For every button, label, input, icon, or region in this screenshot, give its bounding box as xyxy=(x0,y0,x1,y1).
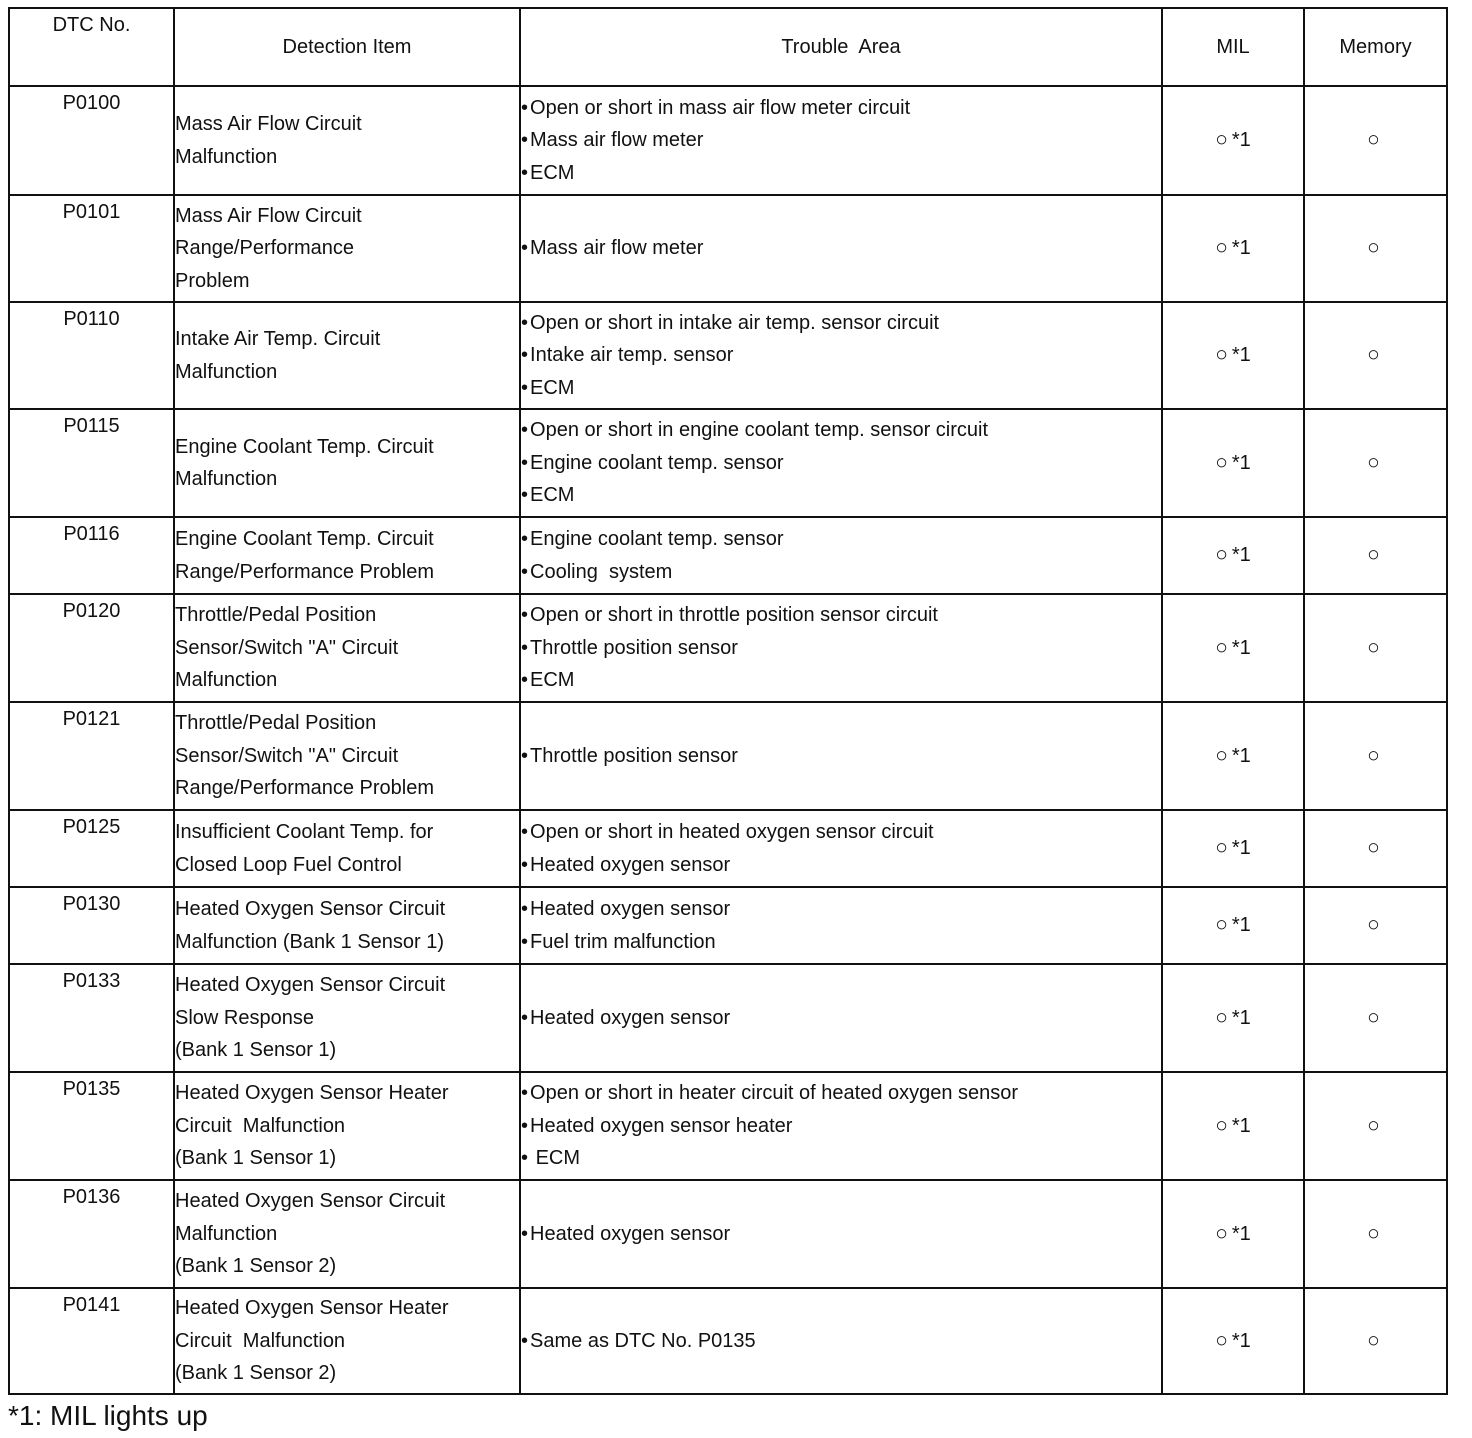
circle-mark-icon: ○ xyxy=(1215,450,1228,474)
header-dtc-no: DTC No. xyxy=(9,8,174,86)
trouble-area-item xyxy=(521,523,1161,556)
detection-item-line: Malfunction xyxy=(175,145,278,168)
trouble-area-item xyxy=(521,1325,1161,1358)
mil-cell xyxy=(1162,409,1304,517)
detection-item-line: Throttle/Pedal Position xyxy=(175,604,377,627)
table-row xyxy=(9,86,1447,195)
trouble-area-text: Heated oxygen sensor xyxy=(530,1006,731,1029)
trouble-area-item xyxy=(521,632,1161,665)
detection-item xyxy=(174,594,520,702)
detection-item-line: Closed Loop Fuel Control xyxy=(175,853,402,876)
trouble-area xyxy=(520,302,1162,409)
table-row xyxy=(9,1180,1447,1288)
table-row xyxy=(9,594,1447,702)
table-row xyxy=(9,887,1447,964)
detection-item-line: Intake Air Temp. Circuit xyxy=(175,328,381,350)
memory-cell xyxy=(1304,517,1447,594)
circle-mark-icon: ○ xyxy=(1367,343,1380,367)
detection-item-line: Insufficient Coolant Temp. for xyxy=(175,821,434,843)
trouble-area-item xyxy=(521,157,1161,190)
mil-cell xyxy=(1162,887,1304,964)
trouble-area-text: Throttle position sensor xyxy=(530,744,738,767)
dtc-code: P0125 xyxy=(9,810,174,887)
memory-cell xyxy=(1304,1072,1447,1180)
detection-item-line: Circuit Malfunction xyxy=(175,1329,346,1352)
detection-item-line: (Bank 1 Sensor 2) xyxy=(175,1362,337,1385)
trouble-area xyxy=(520,887,1162,964)
header-memory: Memory xyxy=(1304,8,1447,86)
trouble-area-text: Open or short in intake air temp. sensor circuit xyxy=(530,311,940,334)
trouble-area-text: ECM xyxy=(530,484,575,507)
circle-mark-icon: ○ xyxy=(1367,836,1380,860)
trouble-area-text: Mass air flow meter xyxy=(530,129,704,152)
circle-mark-icon: ○ xyxy=(1367,236,1380,260)
mil-note: *1 xyxy=(1231,544,1251,567)
table-row xyxy=(9,964,1447,1072)
memory-cell xyxy=(1304,810,1447,887)
trouble-area-item xyxy=(521,232,1161,265)
circle-mark-icon: ○ xyxy=(1367,128,1380,152)
dtc-code: P0120 xyxy=(9,594,174,702)
circle-mark-icon: ○ xyxy=(1215,743,1228,767)
trouble-area-text: Engine coolant temp. sensor xyxy=(530,451,784,474)
memory-cell xyxy=(1304,887,1447,964)
dtc-code: P0130 xyxy=(9,887,174,964)
trouble-area-item xyxy=(521,447,1161,480)
circle-mark-icon: ○ xyxy=(1215,1328,1228,1352)
mil-cell xyxy=(1162,517,1304,594)
trouble-area-item xyxy=(521,307,1161,340)
circle-mark-icon: ○ xyxy=(1215,1005,1228,1029)
mil-note: *1 xyxy=(1231,1114,1251,1137)
memory-cell xyxy=(1304,594,1447,702)
trouble-area-text: ECM xyxy=(530,669,575,692)
trouble-area-text: Heated oxygen sensor xyxy=(530,898,731,920)
trouble-area-text: Open or short in heater circuit of heated oxygen sensor xyxy=(530,1082,1019,1105)
trouble-area-item xyxy=(521,339,1161,372)
mil-cell xyxy=(1162,810,1304,887)
dtc-code: P0121 xyxy=(9,702,174,810)
trouble-area-item xyxy=(521,816,1161,849)
trouble-area-item xyxy=(521,1002,1161,1035)
mil-cell xyxy=(1162,1288,1304,1394)
mil-note: *1 xyxy=(1231,837,1251,860)
trouble-area xyxy=(520,810,1162,887)
trouble-area-text: Throttle position sensor xyxy=(530,636,738,659)
detection-item-line: (Bank 1 Sensor 1) xyxy=(175,1147,337,1170)
trouble-area-item xyxy=(521,1218,1161,1251)
mil-note: *1 xyxy=(1231,1222,1251,1245)
trouble-area-item xyxy=(521,926,1161,959)
trouble-area-item xyxy=(521,124,1161,157)
memory-cell xyxy=(1304,86,1447,195)
trouble-area xyxy=(520,702,1162,810)
trouble-area-item xyxy=(521,479,1161,512)
trouble-area-item xyxy=(521,599,1161,632)
detection-item-line: Sensor/Switch "A" Circuit xyxy=(175,636,399,659)
detection-item-line: Heated Oxygen Sensor Circuit xyxy=(175,1190,446,1213)
trouble-area xyxy=(520,1072,1162,1180)
footnote: *1: MIL lights up xyxy=(8,1400,208,1431)
dtc-code: P0141 xyxy=(9,1288,174,1394)
trouble-area xyxy=(520,1288,1162,1394)
detection-item-line: Range/Performance xyxy=(175,237,354,260)
detection-item-line: Mass Air Flow Circuit xyxy=(175,204,362,227)
trouble-area-item xyxy=(521,664,1161,697)
trouble-area-item xyxy=(521,849,1161,882)
trouble-area-item xyxy=(521,92,1161,125)
trouble-area-text: Same as DTC No. P0135 xyxy=(530,1329,756,1352)
table-row xyxy=(9,195,1447,302)
header-trouble-area: Trouble Area xyxy=(520,8,1162,86)
detection-item-line: Heated Oxygen Sensor Circuit xyxy=(175,974,446,997)
table-row xyxy=(9,1072,1447,1180)
table-row xyxy=(9,302,1447,409)
mil-note: *1 xyxy=(1231,129,1251,152)
trouble-area xyxy=(520,594,1162,702)
dtc-code: P0100 xyxy=(9,86,174,195)
header-mil: MIL xyxy=(1162,8,1304,86)
trouble-area-item xyxy=(521,893,1161,926)
circle-mark-icon: ○ xyxy=(1367,1328,1380,1352)
detection-item-line: (Bank 1 Sensor 1) xyxy=(175,1039,337,1062)
circle-mark-icon: ○ xyxy=(1367,1113,1380,1137)
circle-mark-icon: ○ xyxy=(1215,913,1228,937)
circle-mark-icon: ○ xyxy=(1367,543,1380,567)
memory-cell xyxy=(1304,195,1447,302)
dtc-code: P0101 xyxy=(9,195,174,302)
detection-item xyxy=(174,86,520,195)
detection-item-line: Engine Coolant Temp. Circuit xyxy=(175,435,434,458)
memory-cell xyxy=(1304,964,1447,1072)
dtc-code: P0135 xyxy=(9,1072,174,1180)
mil-note: *1 xyxy=(1231,1329,1251,1352)
circle-mark-icon: ○ xyxy=(1215,1221,1228,1245)
trouble-area-text: Open or short in throttle position sensor circuit xyxy=(530,604,938,627)
table-row xyxy=(9,702,1447,810)
memory-cell xyxy=(1304,702,1447,810)
circle-mark-icon: ○ xyxy=(1215,1113,1228,1137)
table-row xyxy=(9,1288,1447,1394)
mil-cell xyxy=(1162,594,1304,702)
trouble-area-text: Open or short in mass air flow meter circuit xyxy=(530,96,911,119)
trouble-area-text: Heated oxygen sensor heater xyxy=(530,1114,793,1137)
detection-item-line: Heated Oxygen Sensor Heater xyxy=(175,1297,449,1320)
memory-cell xyxy=(1304,302,1447,409)
dtc-code: P0115 xyxy=(9,409,174,517)
dtc-table xyxy=(8,7,1448,1395)
mil-cell xyxy=(1162,1072,1304,1180)
detection-item xyxy=(174,1180,520,1288)
trouble-area-text: Cooling system xyxy=(530,560,673,583)
mil-note: *1 xyxy=(1231,344,1251,367)
trouble-area xyxy=(520,1180,1162,1288)
detection-item-line: Malfunction xyxy=(175,360,278,383)
mil-note: *1 xyxy=(1231,636,1251,659)
detection-item-line: Circuit Malfunction xyxy=(175,1114,346,1137)
mil-cell xyxy=(1162,702,1304,810)
detection-item xyxy=(174,964,520,1072)
trouble-area-text: ECM xyxy=(530,376,575,399)
detection-item-line: Malfunction xyxy=(175,468,278,490)
detection-item-line: Malfunction xyxy=(175,669,278,692)
trouble-area xyxy=(520,517,1162,594)
circle-mark-icon: ○ xyxy=(1215,236,1228,260)
dtc-code: P0133 xyxy=(9,964,174,1072)
trouble-area-text: Intake air temp. sensor xyxy=(530,344,734,367)
detection-item-line: Heated Oxygen Sensor Heater xyxy=(175,1082,449,1105)
trouble-area-item xyxy=(521,1142,1161,1175)
detection-item-line: Range/Performance Problem xyxy=(175,560,435,583)
detection-item xyxy=(174,302,520,409)
detection-item-line: Mass Air Flow Circuit xyxy=(175,113,362,135)
circle-mark-icon: ○ xyxy=(1215,128,1228,152)
detection-item-line: Heated Oxygen Sensor Circuit xyxy=(175,898,446,920)
trouble-area-text: Open or short in heated oxygen sensor circuit xyxy=(530,821,934,843)
mil-cell xyxy=(1162,964,1304,1072)
trouble-area-item xyxy=(521,372,1161,405)
detection-item-line: Sensor/Switch "A" Circuit xyxy=(175,744,399,767)
circle-mark-icon: ○ xyxy=(1215,343,1228,367)
table-body xyxy=(9,86,1447,1394)
trouble-area-text: Open or short in engine coolant temp. sensor circuit xyxy=(530,419,989,442)
trouble-area-item xyxy=(521,1077,1161,1110)
trouble-area-text: ECM xyxy=(530,1147,581,1170)
detection-item-line: Malfunction (Bank 1 Sensor 1) xyxy=(175,930,445,953)
detection-item xyxy=(174,517,520,594)
table-row xyxy=(9,409,1447,517)
trouble-area xyxy=(520,195,1162,302)
detection-item xyxy=(174,195,520,302)
mil-note: *1 xyxy=(1231,744,1251,767)
header-detection-item: Detection Item xyxy=(174,8,520,86)
detection-item-line: (Bank 1 Sensor 2) xyxy=(175,1255,337,1278)
trouble-area-text: Engine coolant temp. sensor xyxy=(530,528,784,550)
circle-mark-icon: ○ xyxy=(1215,543,1228,567)
detection-item xyxy=(174,810,520,887)
trouble-area-item xyxy=(521,414,1161,447)
circle-mark-icon: ○ xyxy=(1215,836,1228,860)
memory-cell xyxy=(1304,1180,1447,1288)
trouble-area-text: Mass air flow meter xyxy=(530,237,704,260)
memory-cell xyxy=(1304,1288,1447,1394)
trouble-area-text: ECM xyxy=(530,161,575,184)
detection-item-line: Range/Performance Problem xyxy=(175,777,435,800)
memory-cell xyxy=(1304,409,1447,517)
table-row xyxy=(9,810,1447,887)
detection-item-line: Problem xyxy=(175,269,250,292)
trouble-area xyxy=(520,409,1162,517)
trouble-area-item xyxy=(521,740,1161,773)
detection-item xyxy=(174,1072,520,1180)
mil-cell xyxy=(1162,1180,1304,1288)
trouble-area xyxy=(520,964,1162,1072)
mil-cell xyxy=(1162,302,1304,409)
trouble-area-item xyxy=(521,556,1161,589)
detection-item xyxy=(174,409,520,517)
trouble-area-item xyxy=(521,1110,1161,1143)
trouble-area-text: Heated oxygen sensor xyxy=(530,1222,731,1245)
mil-cell xyxy=(1162,86,1304,195)
trouble-area xyxy=(520,86,1162,195)
detection-item xyxy=(174,702,520,810)
detection-item-line: Engine Coolant Temp. Circuit xyxy=(175,528,434,550)
circle-mark-icon: ○ xyxy=(1367,1221,1380,1245)
trouble-area-text: Fuel trim malfunction xyxy=(530,930,716,953)
circle-mark-icon: ○ xyxy=(1215,635,1228,659)
dtc-code: P0110 xyxy=(9,302,174,409)
table-header-row xyxy=(9,8,1447,86)
mil-note: *1 xyxy=(1231,451,1251,474)
circle-mark-icon: ○ xyxy=(1367,913,1380,937)
circle-mark-icon: ○ xyxy=(1367,635,1380,659)
detection-item-line: Throttle/Pedal Position xyxy=(175,712,377,735)
mil-cell xyxy=(1162,195,1304,302)
circle-mark-icon: ○ xyxy=(1367,743,1380,767)
detection-item xyxy=(174,1288,520,1394)
mil-note: *1 xyxy=(1231,237,1251,260)
mil-note: *1 xyxy=(1231,1006,1251,1029)
trouble-area-text: Heated oxygen sensor xyxy=(530,853,731,876)
table-row xyxy=(9,517,1447,594)
dtc-code: P0136 xyxy=(9,1180,174,1288)
detection-item-line: Slow Response xyxy=(175,1006,314,1029)
circle-mark-icon: ○ xyxy=(1367,1005,1380,1029)
detection-item-line: Malfunction xyxy=(175,1222,278,1245)
detection-item xyxy=(174,887,520,964)
circle-mark-icon: ○ xyxy=(1367,450,1380,474)
mil-note: *1 xyxy=(1231,914,1251,937)
dtc-code: P0116 xyxy=(9,517,174,594)
